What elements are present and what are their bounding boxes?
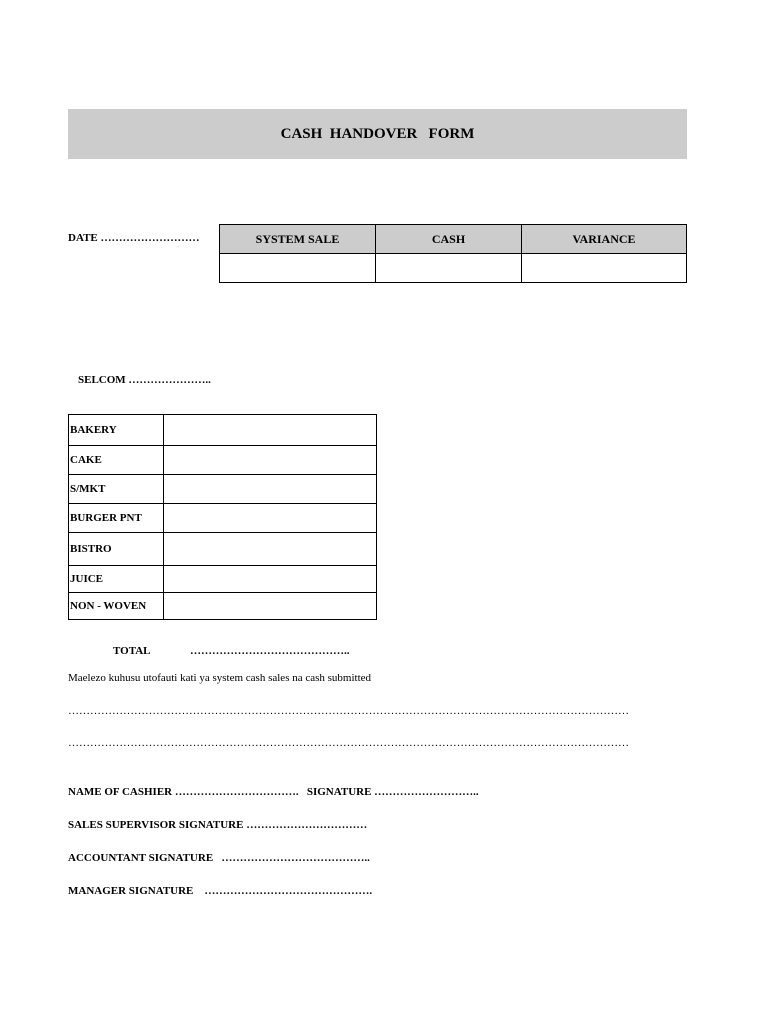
sales-supervisor-signature-field[interactable]: SALES SUPERVISOR SIGNATURE ……………………………: [68, 819, 368, 831]
form-title: CASH HANDOVER FORM: [280, 125, 475, 142]
department-value-non-woven[interactable]: [164, 593, 377, 620]
variance-explanation-label: Maelezo kuhusu utofauti kati ya system cash sales na cash submitted: [68, 672, 372, 684]
system-sale-header: SYSTEM SALE: [220, 225, 376, 254]
department-value-cake[interactable]: [164, 446, 377, 475]
table-row: [69, 566, 377, 593]
sales-table-header-row: [220, 225, 687, 254]
department-label-juice: JUICE: [69, 566, 164, 593]
total-field[interactable]: ……………………………………..: [190, 645, 350, 657]
department-value-smkt[interactable]: [164, 475, 377, 504]
cash-header: CASH: [376, 225, 522, 254]
explanation-line-1[interactable]: ………………………………………………………………………………………………………………………………………: [68, 705, 629, 717]
cashier-name-signature-field[interactable]: NAME OF CASHIER ……………………………. SIGNATURE ………………………..: [68, 786, 479, 798]
department-label-non-woven: NON - WOVEN: [69, 593, 164, 620]
table-row: [69, 593, 377, 620]
department-label-smkt: S/MKT: [69, 475, 164, 504]
variance-header: VARIANCE: [522, 225, 687, 254]
table-row: [69, 504, 377, 533]
system-sale-cell[interactable]: [220, 254, 376, 283]
sales-summary-table: [219, 224, 687, 283]
variance-cell[interactable]: [522, 254, 687, 283]
table-row: [69, 475, 377, 504]
date-field[interactable]: DATE ………………………: [68, 232, 200, 244]
department-label-burger-pnt: BURGER PNT: [69, 504, 164, 533]
total-label: TOTAL: [113, 645, 151, 657]
department-value-burger-pnt[interactable]: [164, 504, 377, 533]
department-table: [68, 414, 377, 620]
explanation-line-2[interactable]: ………………………………………………………………………………………………………………………………………: [68, 737, 629, 749]
department-value-bistro[interactable]: [164, 533, 377, 566]
department-label-cake: CAKE: [69, 446, 164, 475]
department-label-bakery: BAKERY: [69, 415, 164, 446]
table-row: [69, 533, 377, 566]
accountant-signature-field[interactable]: ACCOUNTANT SIGNATURE …………………………………..: [68, 852, 370, 864]
table-row: [69, 446, 377, 475]
manager-signature-field[interactable]: MANAGER SIGNATURE ……………………………………….: [68, 885, 373, 897]
department-value-bakery[interactable]: [164, 415, 377, 446]
selcom-field[interactable]: SELCOM …………………..: [78, 374, 211, 386]
form-title-bar: [68, 109, 687, 159]
department-value-juice[interactable]: [164, 566, 377, 593]
sales-table-entry-row: [220, 254, 687, 283]
cash-cell[interactable]: [376, 254, 522, 283]
department-label-bistro: BISTRO: [69, 533, 164, 566]
table-row: [69, 415, 377, 446]
